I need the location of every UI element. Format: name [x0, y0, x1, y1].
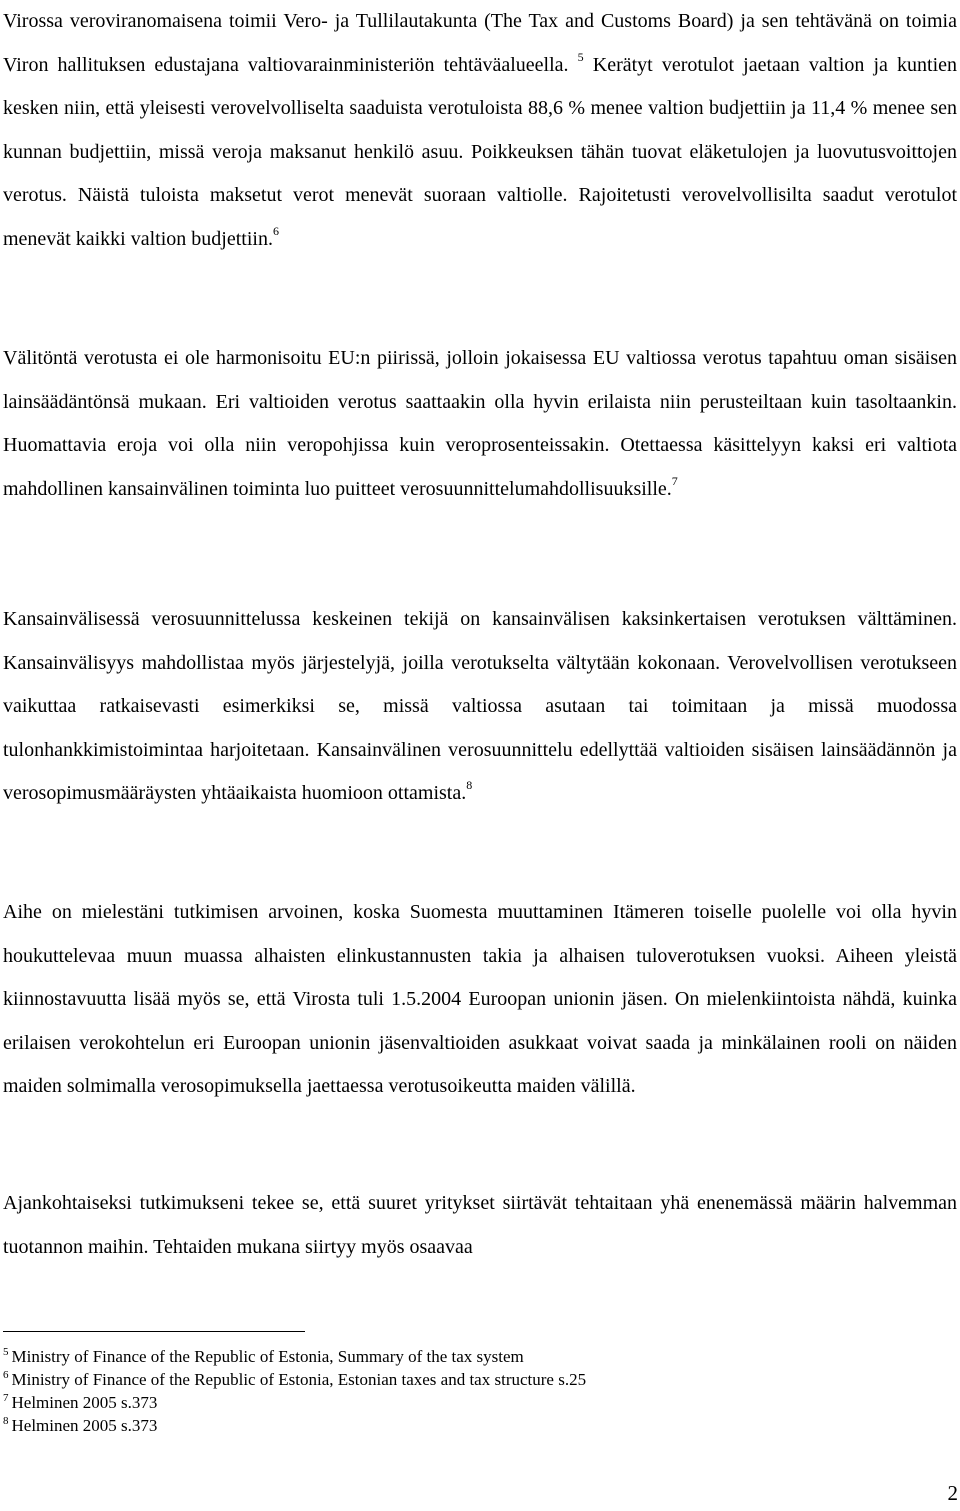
footnote-item [3, 1391, 943, 1414]
footnote-reference-5[interactable]: 5 [577, 49, 584, 64]
footnote-text: Helminen 2005 s.373 [11, 1393, 158, 1412]
paragraph-text: Virossa veroviranomaisena toimii Vero- ja Tullilautakunta (The Tax and Customs Board) ja sen tehtävänä on toimia Viron hallituksen edustajana valtiovarainministeriön tehtäväalueella. [3, 10, 957, 76]
paragraph-text-continued: Kerätyt verotulot jaetaan valtion ja kuntien kesken niin, että yleisesti verovelvolliselta saaduista verotuloista 88,6 % menee valtion budjettiin ja 11,4 % menee sen kunnan budjettiin, missä veroja maksanut henkilö asuu. Poikkeuksen tähän tuovat eläketulojen ja luovutusvoittojen verotus. Näistä tuloista maksetut verot menevät suoraan valtiolle. Rajoitetusti verovelvollisilta saadut verotulot menevät kaikki valtion budjettiin. [3, 53, 958, 250]
paragraph-1 [3, 0, 957, 262]
paragraph-text: Kansainvälisessä verosuunnittelussa keskeinen tekijä on kansainvälisen kaksinkertaisen verotuksen välttäminen. Kansainvälisyys mahdollistaa myös järjestelyjä, joilla verotukselta vältytään kokonaan. Verovelvollisen verotukseen vaikuttaa ratkaisevasti esimerkiksi se, missä valtiossa asutaan tai toimitaan ja missä muodossa tulonhankkimistoimintaa harjoitetaan. Kansainvälinen verosuunnittelu edellyttää valtioiden sisäisen lainsäädännön ja verosopimusmääräysten yhtäaikaista huomioon ottamista. [3, 608, 957, 805]
paragraph-text: Ajankohtaiseksi tutkimukseni tekee se, että suuret yritykset siirtävät tehtaitaan yhä enenemässä määrin halvemman tuotannon maihin. Tehtaiden mukana siirtyy myös osaavaa [3, 1192, 957, 1258]
page-number: 2 [947, 1481, 958, 1505]
footnotes-list [3, 1345, 943, 1437]
paragraph-3 [3, 598, 957, 816]
paragraph-4 [3, 891, 957, 1109]
paragraph-2 [3, 337, 957, 511]
footnote-text: Ministry of Finance of the Republic of Estonia, Estonian taxes and tax structure s.25 [11, 1370, 587, 1389]
paragraph-text: Aihe on mielestäni tutkimisen arvoinen, koska Suomesta muuttaminen Itämeren toiselle puolelle voi olla hyvin houkuttelevaa muun muassa alhaisten elinkustannusten takia ja alhaisen tuloverotuksen vuoksi. Aiheen yleistä kiinnostavuutta lisää myös se, että Virosta tuli 1.5.2004 Euroopan unionin jäsen. On mielenkiintoista nähdä, kuinka erilaisen verokohtelun eri Euroopan unionin jäsenvaltioiden asukkaat voivat saada ja minkälainen rooli on näiden maiden solmimalla verosopimuksella jaettaessa verotusoikeutta maiden välillä. [3, 901, 957, 1098]
footnote-text: Helminen 2005 s.373 [11, 1416, 158, 1435]
footnote-reference-7[interactable]: 7 [671, 473, 678, 488]
footnote-number: 7 [3, 1392, 9, 1404]
footnote-separator [3, 1331, 305, 1332]
paragraph-5 [3, 1182, 957, 1269]
footnote-item [3, 1368, 943, 1391]
footnote-reference-6[interactable]: 6 [272, 223, 279, 238]
footnote-number: 5 [3, 1346, 9, 1358]
footnote-number: 8 [3, 1415, 9, 1427]
footnote-text: Ministry of Finance of the Republic of Estonia, Summary of the tax system [11, 1347, 524, 1366]
footnote-reference-8[interactable]: 8 [466, 778, 473, 793]
footnote-item [3, 1414, 943, 1437]
paragraph-text: Välitöntä verotusta ei ole harmonisoitu EU:n piirissä, jolloin jokaisessa EU valtiossa verotus tapahtuu oman sisäisen lainsäädäntönsä mukaan. Eri valtioiden verotus saattaakin olla hyvin erilaista niin perusteiltaan kuin tasoltaankin. Huomattavia eroja voi olla niin veropohjissa kuin veroprosenteissakin. Otettaessa käsittelyyn kaksi eri valtiota mahdollinen kansainvälinen toiminta luo puitteet verosuunnittelumahdollisuuksille. [3, 347, 957, 500]
footnote-item [3, 1345, 943, 1368]
footnote-number: 6 [3, 1369, 9, 1381]
